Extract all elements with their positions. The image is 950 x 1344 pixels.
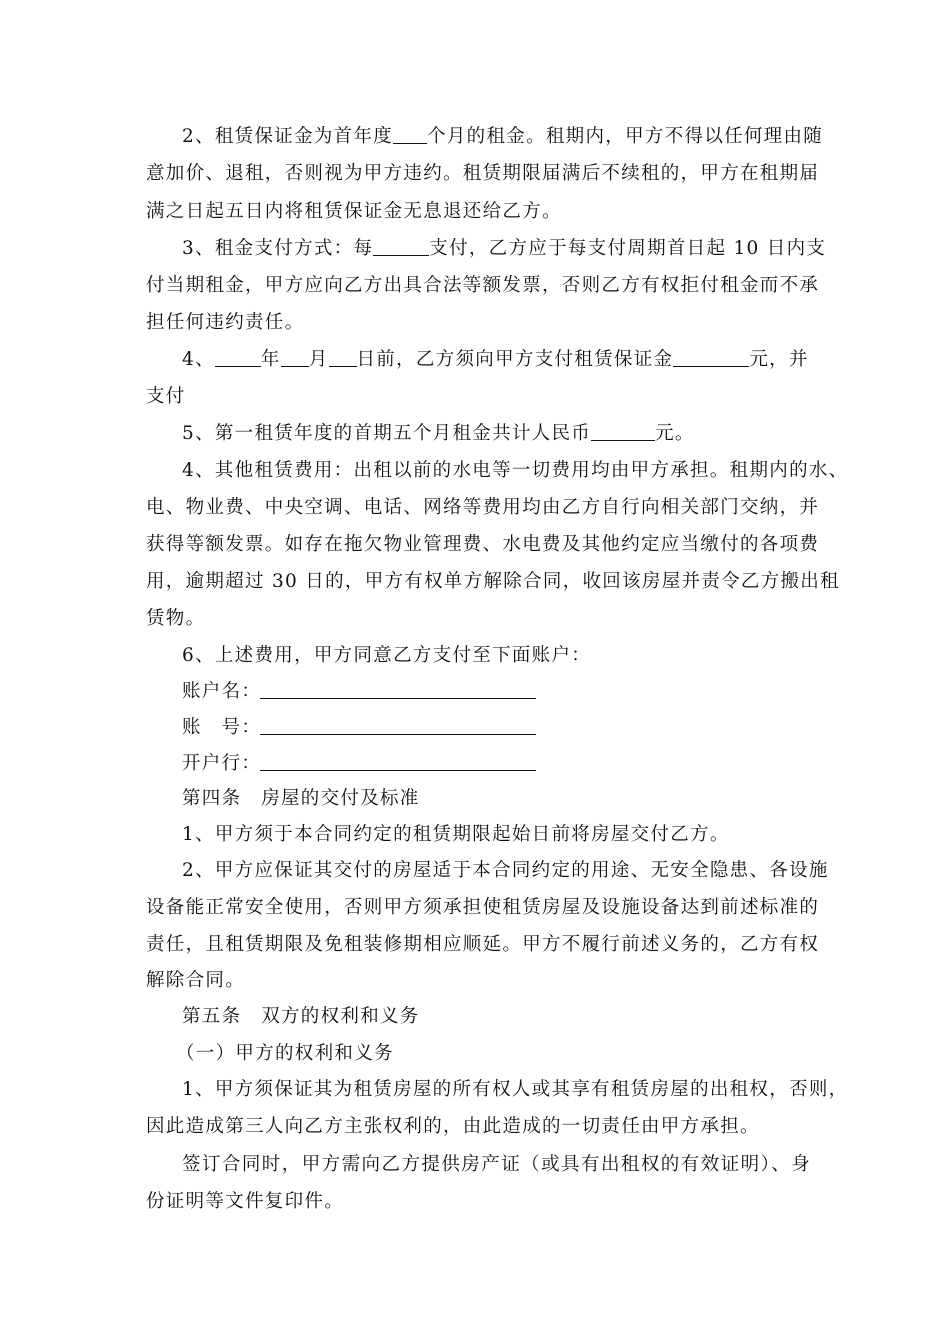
bank-label: 开户行：: [182, 753, 262, 774]
months-blank: [393, 125, 427, 144]
first-rent-amount-blank: [591, 422, 655, 441]
clause-2-text-b: 个月的租金。租期内，甲方不得以任何理由随: [427, 126, 824, 147]
clause-3-line-1: [182, 237, 827, 261]
clause-5-yuan: 元。: [655, 423, 695, 444]
bank-field[interactable]: [260, 770, 536, 771]
other-fees-line-1: 4、其他租赁费用：出租以前的水电等一切费用均由甲方承担。租期内的水、: [182, 460, 849, 481]
clause-2-line-1: [182, 125, 824, 149]
year-blank: [215, 348, 261, 367]
clause-6-intro: 6、上述费用，甲方同意乙方支付至下面账户：: [182, 645, 592, 666]
year-label: 年: [260, 349, 281, 370]
article-4-item-1: 1、甲方须于本合同约定的租赁期限起始日前将房屋交付乙方。: [182, 824, 730, 845]
clause-3-text-a: 3、租金支付方式：每: [182, 238, 374, 259]
account-number-field[interactable]: [260, 734, 536, 735]
deposit-amount-blank: [673, 348, 749, 367]
month-label: 月: [308, 349, 329, 370]
clause-4-deposit-line-2: 支付: [146, 386, 186, 407]
month-blank: [281, 348, 309, 367]
clause-4-number: 4、: [182, 349, 215, 370]
other-fees-line-3: 获得等额发票。如存在拖欠物业管理费、水电费及其他约定应当缴付的各项费: [146, 534, 820, 555]
article-5-item-1-line-1: 1、甲方须保证其为租赁房屋的所有权人或其享有租赁房屋的出租权，否则，: [182, 1079, 849, 1100]
clause-3-text-b: 支付，乙方应于每支付周期首日起 10 日内支: [429, 238, 827, 259]
article-5-item-1-line-2: 因此造成第三人向乙方主张权利的，由此造成的一切责任由甲方承担。: [146, 1116, 760, 1137]
article-4-item-2-line-1: 2、甲方应保证其交付的房屋适于本合同约定的用途、无安全隐患、各设施: [182, 860, 829, 881]
other-fees-line-5: 赁物。: [146, 608, 206, 629]
other-fees-line-4: 用，逾期超过 30 日的，甲方有权单方解除合同，收回该房屋并责令乙方搬出租: [146, 571, 840, 592]
account-number-label: 账 号：: [182, 717, 262, 738]
clause-2-line-2: 意加价、退租，否则视为甲方违约。租赁期限届满后不续租的，甲方在租期届: [146, 163, 820, 184]
signing-line-2: 份证明等文件复印件。: [146, 1191, 345, 1212]
signing-line-1: 签订合同时，甲方需向乙方提供房产证（或具有出租权的有效证明）、身: [182, 1154, 811, 1175]
article-4-item-2-line-4: 解除合同。: [146, 970, 246, 991]
clause-5-line: [182, 422, 847, 446]
article-4-item-2-line-3: 责任，且租赁期限及免租装修期相应顺延。甲方不履行前述义务的，乙方有权: [146, 934, 820, 955]
clause-3-line-2: 付当期租金，甲方应向乙方出具合法等额发票，否则乙方有权拒付租金而不承: [146, 275, 820, 296]
clause-5-text: 5、第一租赁年度的首期五个月租金共计人民币: [182, 423, 592, 444]
other-fees-line-2: 电、物业费、中央空调、电话、网络等费用均由乙方自行向相关部门交纳，并: [146, 497, 820, 518]
clause-2-text-a: 2、租赁保证金为首年度: [182, 126, 394, 147]
yuan-and-text: 元，并: [749, 349, 809, 370]
account-name-label: 账户名：: [182, 681, 262, 702]
clause-2-line-3: 满之日起五日内将租赁保证金无息退还给乙方。: [146, 201, 562, 222]
deposit-text: 日前，乙方须向甲方支付租赁保证金: [356, 349, 674, 370]
clause-3-line-3: 担任何违约责任。: [146, 312, 305, 333]
article-5-heading: 第五条 双方的权利和义务: [182, 1006, 420, 1027]
article-4-item-2-line-2: 设备能正常安全使用，否则甲方须承担使租赁房屋及设施设备达到前述标准的: [146, 897, 820, 918]
article-5-subheading: （一）甲方的权利和义务: [176, 1043, 394, 1064]
payment-period-blank: [373, 237, 429, 256]
clause-4-deposit-line-1: [182, 348, 811, 372]
article-4-heading: 第四条 房屋的交付及标准: [182, 788, 420, 809]
day-blank: [329, 348, 357, 367]
account-name-field[interactable]: [260, 698, 536, 699]
